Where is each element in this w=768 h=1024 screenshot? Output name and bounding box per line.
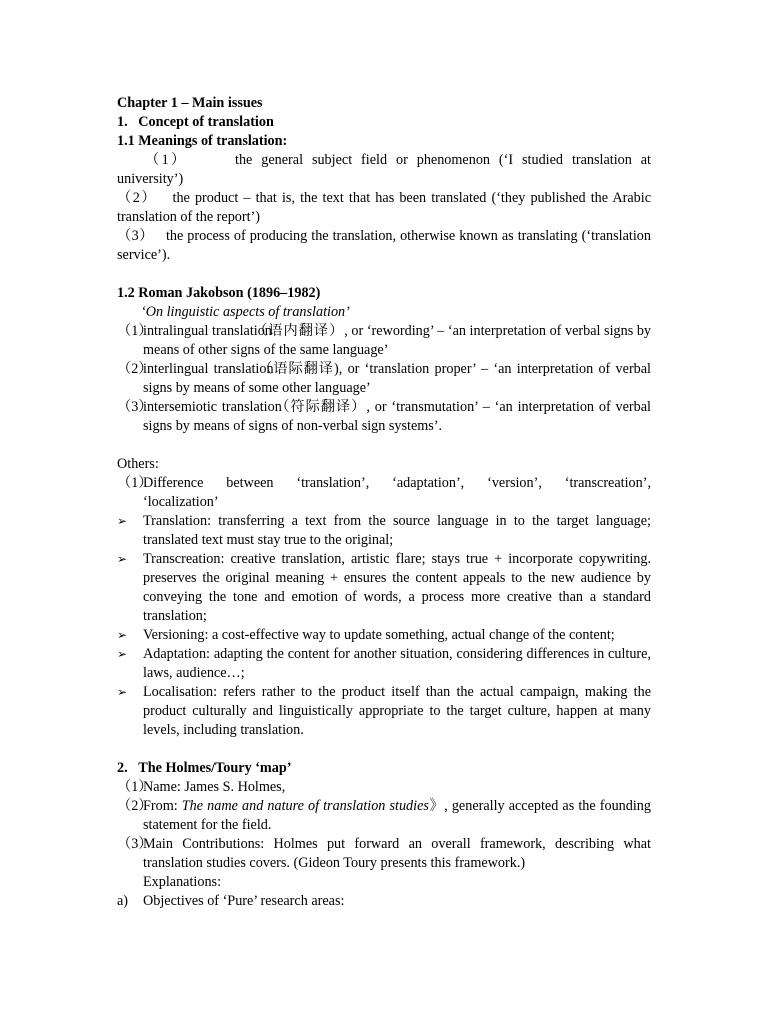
explanations-label: Explanations: (143, 874, 222, 890)
arrow-bullet-icon: ➢ (117, 685, 128, 699)
holmes-1-text: Name: James S. Holmes, (143, 779, 286, 795)
section-2-number: 2. (117, 760, 128, 776)
spacer (117, 436, 651, 455)
jakobson-3-cjk: （符际翻译） (275, 399, 367, 415)
section-1-number: 1. (117, 114, 128, 130)
section-2-title: The Holmes/Toury ‘map’ (138, 760, 292, 776)
jakobson-3-number: （3） (117, 399, 153, 415)
meaning-2-text: the product – that is, the text that has been translated (‘they published the Arabic translation of the report’) (117, 190, 651, 225)
holmes-item-2 (117, 797, 651, 835)
others-1-text: Difference between ‘translation’, ‘adaptation’, ‘version’, ‘transcreation’, ‘localization’ (143, 475, 651, 510)
document-page (117, 94, 651, 911)
holmes-3-number: （3） (117, 836, 153, 852)
arrow-bullet-icon: ➢ (117, 647, 128, 661)
others-item-1 (117, 474, 651, 512)
bullet-text: Transcreation: creative translation, artistic flare; stays true + incorporate copywriting. preserves the original meaning + ensures the content appeals to the new audience by conveying the tone and emotion of words, a process more creative than a standard translation; (143, 551, 651, 624)
section-2-heading (117, 759, 651, 778)
jakobson-3-text: , or ‘transmutation’ – ‘an interpretation of verbal signs by means of signs of non-verbal sign systems’. (143, 399, 651, 434)
meaning-3-number: （3） (117, 228, 154, 244)
item-a-label: a) (117, 893, 129, 909)
meaning-3-text: the process of producing the translation, otherwise known as translating (‘translation service’). (117, 228, 651, 263)
subsection-1-2-title: 1.2 Roman Jakobson (1896–1982) (117, 285, 321, 301)
holmes-2-tail: 》, generally accepted as the founding statement for the field. (143, 798, 651, 833)
meaning-1-text: the general subject field or phenomenon (‘I studied translation at university’) (117, 152, 651, 187)
meaning-2-number: （2） (117, 190, 158, 206)
bullet-text: Translation: transferring a text from the source language in to the target language; translated text must stay true to the original; (143, 513, 651, 548)
jakobson-1-term: intralingual translation (143, 323, 272, 339)
jakobson-2-term: interlingual translation (143, 361, 274, 377)
holmes-1-number: （1） (117, 779, 153, 795)
jakobson-item-1 (117, 322, 651, 360)
chapter-title: Chapter 1 – Main issues (117, 95, 263, 111)
holmes-item-3 (117, 835, 651, 873)
meaning-1-number: （1） (145, 152, 188, 168)
bullet-item-adaptation (117, 645, 651, 683)
bullet-text: Localisation: refers rather to the product itself than the actual campaign, making the product culturally and linguistically appropriate to the target culture, happen at many levels, including translation. (143, 684, 651, 738)
bullet-item-localisation (117, 683, 651, 740)
bullet-text: Adaptation: adapting the content for another situation, considering differences in culture, laws, audience…; (143, 646, 651, 681)
bullet-item-transcreation (117, 550, 651, 626)
bullet-item-versioning (117, 626, 651, 645)
arrow-bullet-icon: ➢ (117, 552, 128, 566)
holmes-2-book-title: The name and nature of translation studies (181, 798, 429, 814)
jakobson-2-number: （2） (117, 361, 153, 377)
item-a (117, 892, 651, 911)
others-1-number: （1） (117, 475, 153, 491)
jakobson-2-cjk: （语际翻译 (258, 361, 335, 377)
spacer (117, 740, 651, 759)
subsection-1-1-title: 1.1 Meanings of translation: (117, 133, 288, 149)
holmes-3-text: Main Contributions: Holmes put forward an overall framework, describing what translation studies covers. (Gideon Toury presents this framework.) (143, 836, 651, 871)
jakobson-2-text: ), or ‘translation proper’ – ‘an interpretation of verbal signs by means of some other language’ (143, 361, 651, 396)
jakobson-item-2 (117, 360, 651, 398)
holmes-2-label: From: (143, 798, 182, 814)
meaning-item-3 (117, 227, 651, 265)
arrow-bullet-icon: ➢ (117, 514, 128, 528)
jakobson-3-term: intersemiotic translation (143, 399, 282, 415)
spacer (117, 265, 651, 284)
section-1-title: Concept of translation (138, 114, 274, 130)
bullet-text: Versioning: a cost-effective way to update something, actual change of the content; (143, 627, 615, 643)
meaning-item-1 (117, 151, 651, 189)
others-label: Others: (117, 456, 159, 472)
item-a-text: Objectives of ‘Pure’ research areas: (143, 893, 345, 909)
subsection-1-2-subtitle: ‘On linguistic aspects of translation’ (141, 304, 350, 320)
arrow-bullet-icon: ➢ (117, 628, 128, 642)
jakobson-1-cjk: （语内翻译） (253, 323, 345, 339)
meaning-item-2 (117, 189, 651, 227)
holmes-2-number: （2） (117, 798, 153, 814)
jakobson-1-text: , or ‘rewording’ – ‘an interpretation of verbal signs by means of other signs of the same language’ (143, 323, 652, 358)
holmes-item-1 (117, 778, 651, 797)
section-1-heading (117, 113, 651, 132)
bullet-item-translation (117, 512, 651, 550)
jakobson-item-3 (117, 398, 651, 436)
jakobson-1-number: （1） (117, 323, 153, 339)
